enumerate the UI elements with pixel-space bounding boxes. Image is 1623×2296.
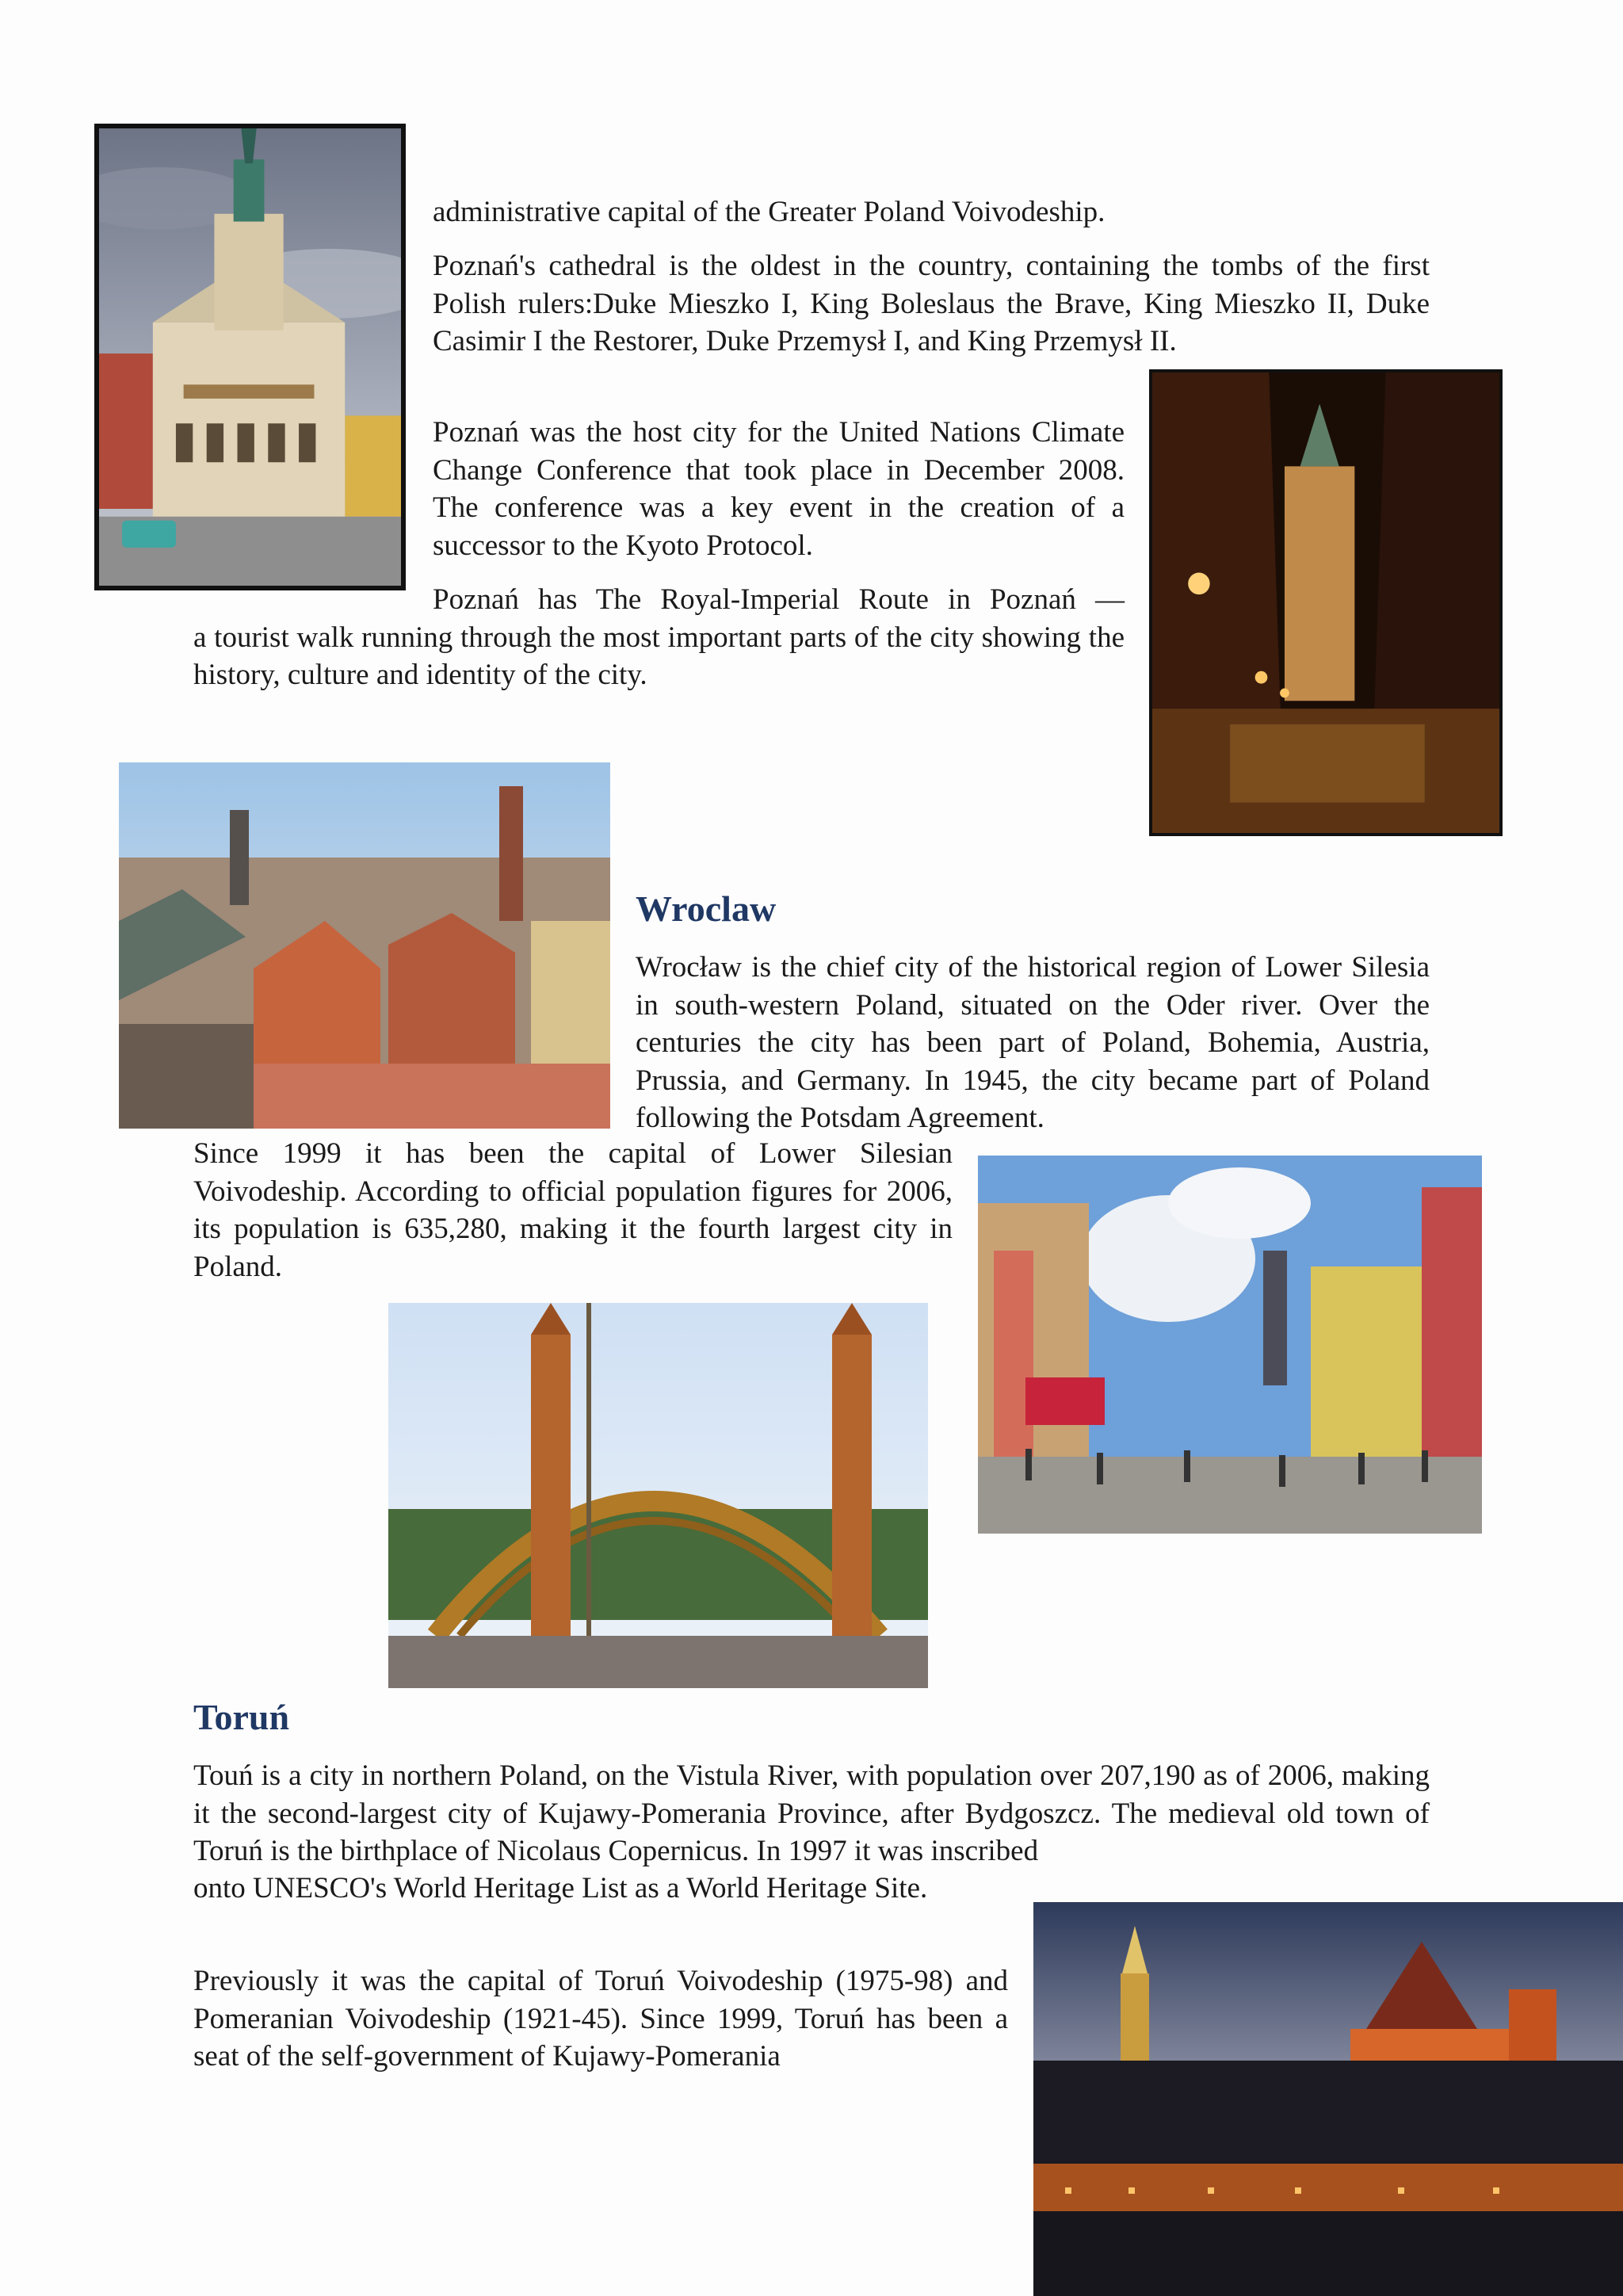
wroclaw-bottom-paragraph: Since 1999 it has been the capital of Lower Silesian Voivodeship. According to official population figures for 2006, its population is 635,280, making it the fourth largest city in Poland. <box>193 1137 953 1283</box>
poznan-night-street-photo <box>1149 369 1503 836</box>
wroclaw-market-square-photo <box>978 1156 1482 1534</box>
poznan-route-paragraph <box>193 581 1125 694</box>
poznan-town-hall-photo <box>94 124 406 590</box>
poznan-cathedral-paragraph: Poznań's cathedral is the oldest in the country, containing the tombs of the first Polish rulers:Duke Mieszko I, King Boleslaus the Brave, King Mieszko II, Duke Casimir I the Restorer, Duke Przemysł I, and King Przemysł II. <box>433 250 1430 357</box>
wroclaw-heading: Wroclaw <box>636 888 777 929</box>
torun-capital-paragraph: Previously it was the capital of Toruń Voivodeship (1975-98) and Pomeranian Voivodeship (1921-45). Since 1999, Toruń has been a seat of the self-government of Kujawy-Pomerania <box>193 1965 1008 2073</box>
torun-wide-paragraph: Touń is a city in northern Poland, on the Vistula River, with population over 207,190 as of 2006, making it the second-largest city of Kujawy-Pomerania Province, after Bydgoszcz. The medieval old town of Toruń is the birthplace of Nicolaus Copernicus. In 1997 it was inscribed <box>193 1759 1430 1867</box>
torun-heading: Toruń <box>193 1697 290 1737</box>
poznan-route-rest: a tourist walk running through the most important parts of the city showing the history, culture and identity of the city. <box>193 621 1125 691</box>
torun-night-skyline-photo <box>1033 1902 1623 2296</box>
poznan-intro-line: administrative capital of the Greater Poland Voivodeship. <box>433 196 1106 228</box>
poznan-climate-paragraph: Poznań was the host city for the United Nations Climate Change Conference that took place in December 2008. The conference was a key event in the creation of a successor to the Kyoto Protocol. <box>433 416 1125 562</box>
poznan-route-first-line: Poznań has The Royal-Imperial Route in Poznań — <box>433 583 1125 616</box>
bridge-arch-photo <box>388 1303 928 1688</box>
torun-narrow-paragraph: onto UNESCO's World Heritage List as a World Heritage Site. <box>193 1872 928 1904</box>
wroclaw-top-paragraph: Wrocław is the chief city of the historical region of Lower Silesia in south-western Poland, situated on the Oder river. Over the centuries the city has been part of Poland, Bohemia, Austria, Prussia, and Germany. In 1945, the city became part of Poland following the Potsdam Agreement. <box>636 951 1430 1134</box>
wroclaw-rooftops-photo <box>119 762 610 1129</box>
